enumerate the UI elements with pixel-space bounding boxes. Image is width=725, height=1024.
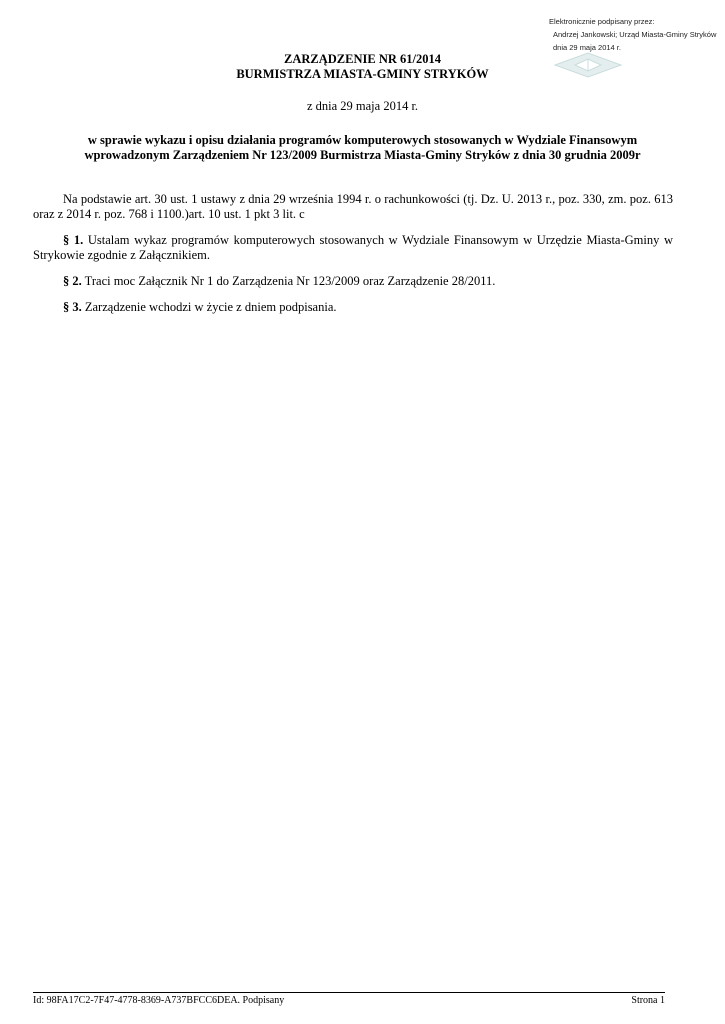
electronic-signature-block xyxy=(549,15,719,54)
document-subject xyxy=(40,133,685,163)
section-2-text: Traci moc Załącznik Nr 1 do Zarządzenia Nr 123/2009 oraz Zarządzenie 28/2011. xyxy=(84,274,496,288)
section-3 xyxy=(33,300,673,315)
document-title xyxy=(0,52,725,82)
section-3-number: § 3. xyxy=(63,300,82,314)
signature-date: dnia 29 maja 2014 r. xyxy=(553,43,621,52)
section-1-number: § 1. xyxy=(63,233,84,247)
section-2-number: § 2. xyxy=(63,274,82,288)
footer-divider xyxy=(33,992,665,993)
title-line-1: ZARZĄDZENIE NR 61/2014 xyxy=(284,52,441,66)
subject-line-2: wprowadzonym Zarządzeniem Nr 123/2009 Burmistrza Miasta-Gminy Stryków z dnia 30 grudnia 2009r xyxy=(84,148,641,162)
footer-document-id: Id: 98FA17C2-7F47-4778-8369-A737BFCC6DEA. Podpisany xyxy=(33,995,285,1006)
subject-line-1: w sprawie wykazu i opisu działania programów komputerowych stosowanych w Wydziale Finansowym xyxy=(87,133,638,147)
section-1 xyxy=(33,233,673,263)
section-3-text: Zarządzenie wchodzi w życie z dniem podpisania. xyxy=(84,300,337,314)
signature-caption: Elektronicznie podpisany przez: xyxy=(549,17,655,26)
title-line-2: BURMISTRZA MIASTA-GMINY STRYKÓW xyxy=(236,67,489,81)
section-2 xyxy=(33,274,673,289)
document-date: z dnia 29 maja 2014 r. xyxy=(306,99,419,113)
footer-page-number: Strona 1 xyxy=(631,995,665,1006)
signature-signer: Andrzej Jankowski; Urząd Miasta-Gminy Stryków xyxy=(553,30,717,39)
section-1-text: Ustalam wykaz programów komputerowych stosowanych w Wydziale Finansowym w Urzędzie Miasta-Gminy w Strykowie zgodnie z Załącznikiem. xyxy=(33,233,673,262)
document-body xyxy=(33,192,673,326)
preamble: Na podstawie art. 30 ust. 1 ustawy z dnia 29 września 1994 r. o rachunkowości (tj. Dz. U. 2013 r., poz. 330, zm. poz. 613 oraz z 2014 r. poz. 768 i 1100.)art. 10 ust. 1 pkt 3 lit. c xyxy=(33,192,673,221)
